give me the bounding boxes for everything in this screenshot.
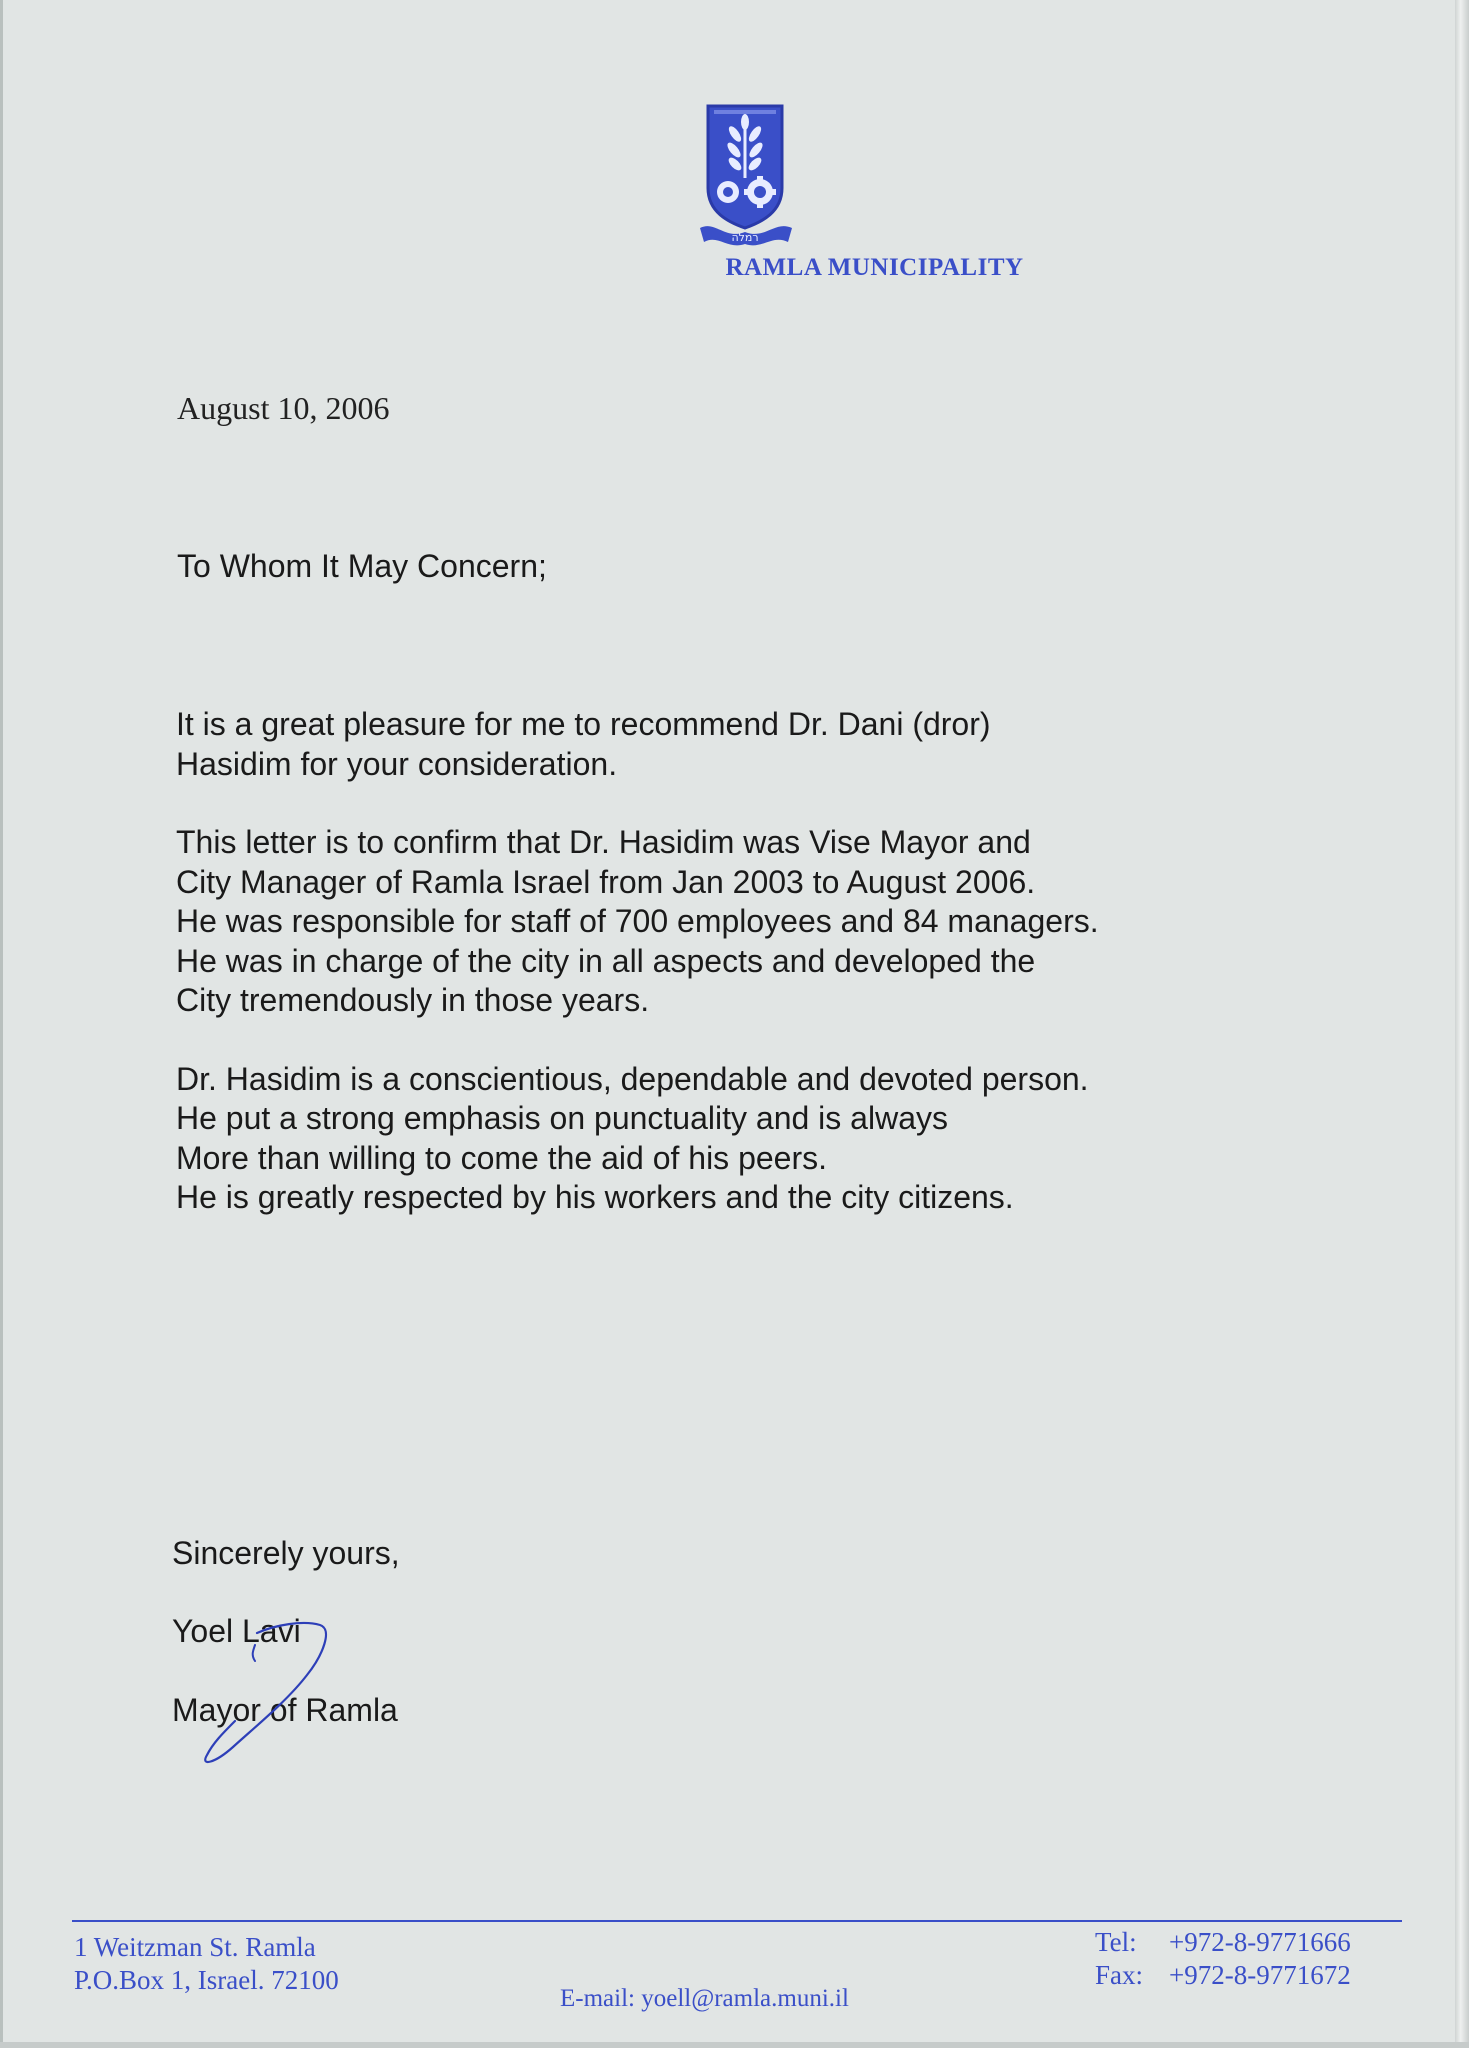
body-line: More than willing to come the aid of his peers. (176, 1139, 827, 1176)
signer-title: Mayor of Ramla (172, 1692, 398, 1728)
paragraph (176, 1060, 1296, 1218)
paragraph (176, 823, 1296, 1021)
body-line: He was in charge of the city in all aspects and developed the (176, 942, 1036, 979)
footer-contact (1095, 1926, 1351, 1992)
body-line: He is greatly respected by his workers and the city citizens. (176, 1179, 1014, 1215)
footer-address (74, 1931, 339, 1997)
page-edge-right (1455, 0, 1469, 2048)
body-line: He put a strong emphasis on punctuality and is always (176, 1100, 948, 1136)
address-line: 1 Weitzman St. Ramla (74, 1932, 316, 1962)
page-edge-bottom (0, 2042, 1469, 2048)
paragraph (176, 705, 1296, 784)
body-line: City tremendously in those years. (176, 982, 650, 1018)
ramla-municipal-crest-icon (700, 100, 800, 250)
fax-number: +972-8-9771672 (1169, 1960, 1351, 1990)
tel-row (1095, 1926, 1351, 1959)
closing: Sincerely yours, (172, 1535, 400, 1571)
tel-number: +972-8-9771666 (1169, 1927, 1351, 1957)
body-line: City Manager of Ramla Israel from Jan 2003 to August 2006. (176, 863, 1036, 900)
body-line: He was responsible for staff of 700 employees and 84 managers. (176, 903, 1099, 939)
address-line: P.O.Box 1, Israel. 72100 (74, 1965, 339, 1995)
fax-row (1095, 1959, 1351, 1992)
footer-email: E-mail: yoell@ramla.muni.il (560, 1985, 849, 2012)
handwritten-signature-icon (195, 1605, 335, 1775)
svg-text:רמלה: רמלה (731, 231, 759, 244)
footer-divider (72, 1920, 1402, 1922)
fax-label: Fax: (1095, 1960, 1144, 1990)
letter-body (176, 705, 1296, 1257)
body-line: It is a great pleasure for me to recommend Dr. Dani (dror) (176, 706, 991, 742)
body-line: Dr. Hasidim is a conscientious, dependable and devoted person. (176, 1060, 1089, 1097)
body-line: Hasidim for your consideration. (176, 745, 618, 782)
letter-date: August 10, 2006 (177, 390, 390, 426)
tel-label: Tel: (1095, 1927, 1137, 1957)
organization-name: RAMLA MUNICIPALITY (725, 254, 1024, 281)
salutation: To Whom It May Concern; (177, 548, 547, 584)
body-line: This letter is to confirm that Dr. Hasidim was Vise Mayor and (176, 824, 1031, 860)
page-edge-left (0, 0, 3, 2048)
signer-name: Yoel Lavi (172, 1613, 301, 1649)
